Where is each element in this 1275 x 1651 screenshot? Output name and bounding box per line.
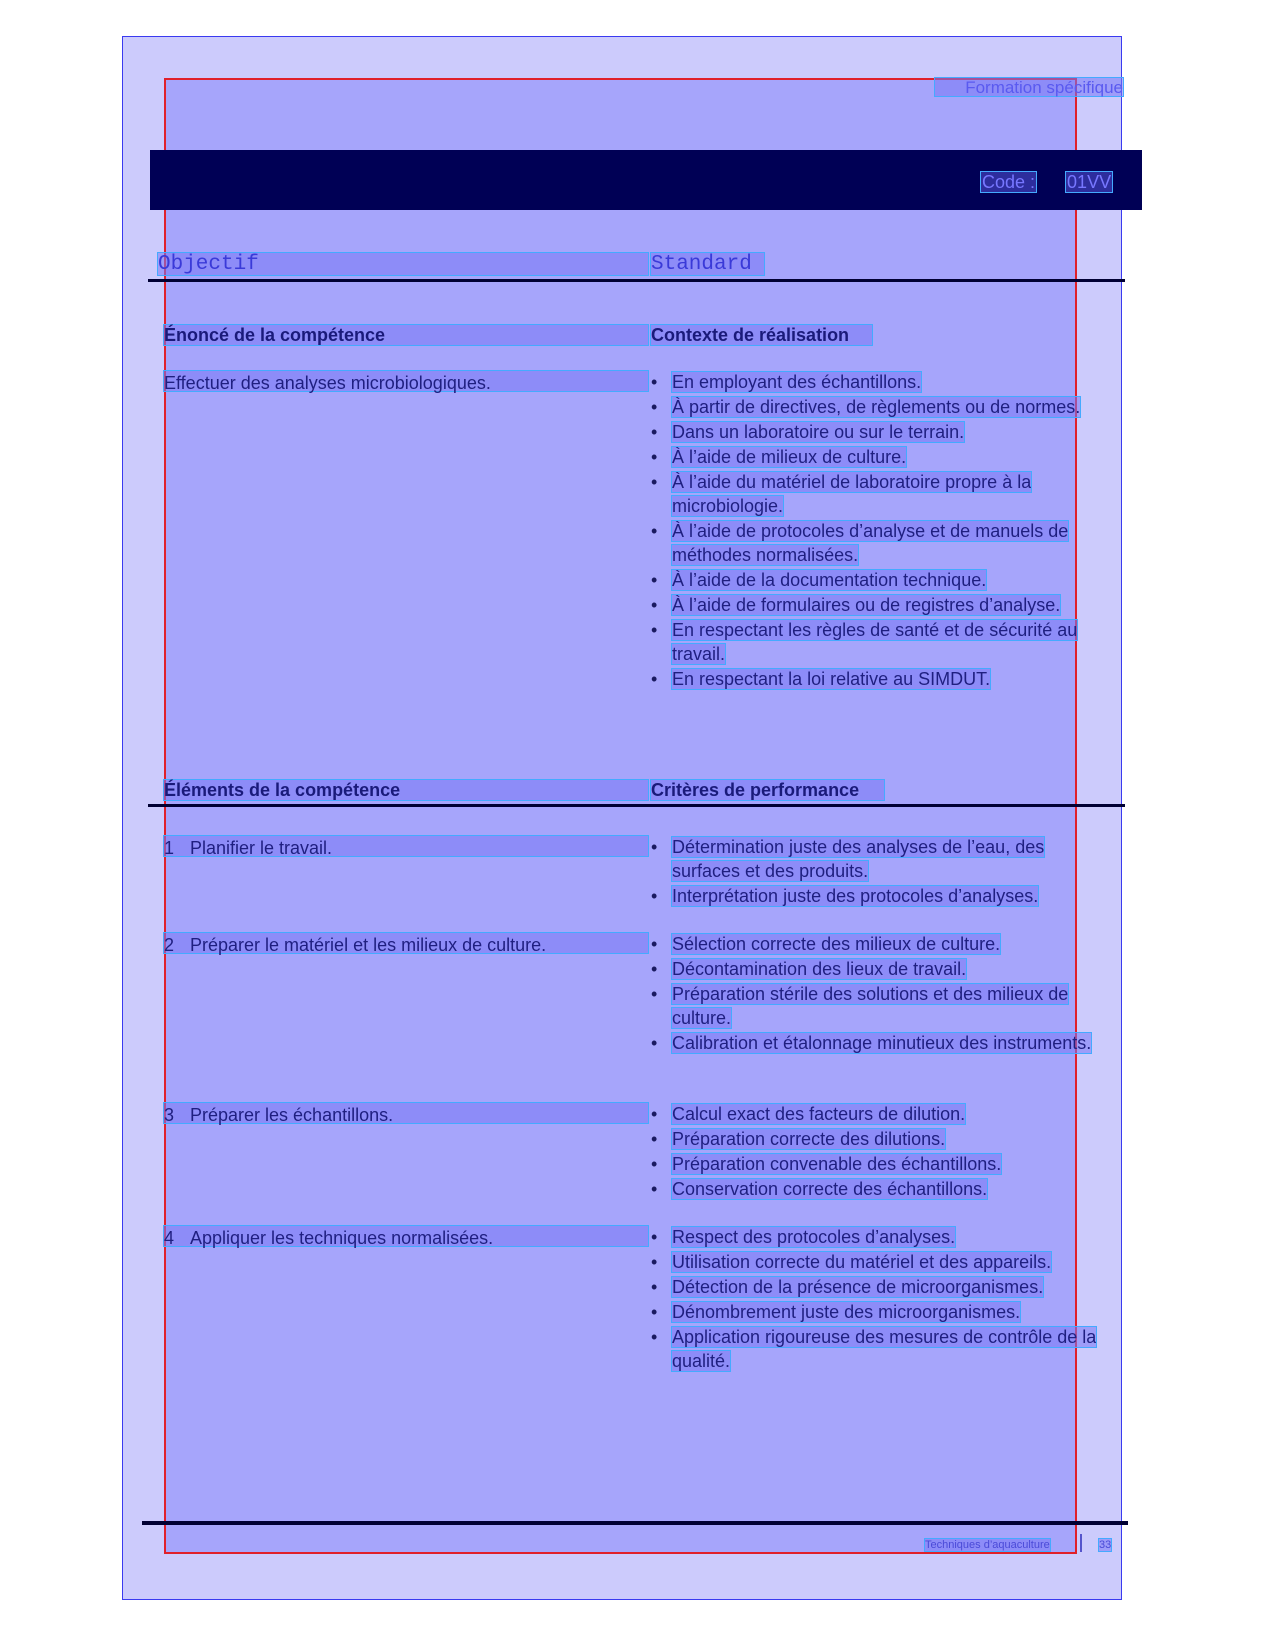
code-label: Code : (982, 172, 1036, 192)
elements-heading: Éléments de la compétence (163, 779, 649, 801)
criteria-item: • Application rigoureuse des mesures de contrôle de la qualité. (650, 1325, 1105, 1373)
criteria-item: • Préparation convenable des échantillons. (650, 1152, 1105, 1176)
criteria-item: • Conservation correcte des échantillons. (650, 1177, 1105, 1201)
context-item: • En employant des échantillons. (650, 370, 1105, 394)
elements-rule (148, 804, 1125, 807)
element-text: Préparer les échantillons. (190, 1105, 394, 1125)
context-list (650, 370, 1105, 692)
context-item: • À l’aide de formulaires ou de registres d’analyse. (650, 593, 1105, 617)
footer-rule (142, 1521, 1128, 1525)
context-item: • Dans un laboratoire ou sur le terrain. (650, 420, 1105, 444)
context-heading: Contexte de réalisation (650, 324, 873, 346)
criteria-item: • Préparation correcte des dilutions. (650, 1127, 1105, 1151)
element-item (163, 932, 649, 954)
criteria-item: • Calibration et étalonnage minutieux des instruments. (650, 1031, 1105, 1055)
criteria-item: • Interprétation juste des protocoles d’analyses. (650, 884, 1105, 908)
element-item (163, 835, 649, 857)
code-block (980, 172, 1113, 193)
criteria-item: • Calcul exact des facteurs de dilution. (650, 1102, 1105, 1126)
footer-program: Techniques d’aquaculture (925, 1539, 1050, 1551)
objective-rule (148, 279, 1125, 282)
column-label-left: Objectif (157, 252, 649, 276)
element-number: 3 (164, 1105, 175, 1125)
criteria-item: • Détermination juste des analyses de l’eau, des surfaces et des produits. (650, 835, 1105, 883)
criteria-list (650, 1102, 1105, 1202)
context-item: • À partir de directives, de règlements ou de normes. (650, 395, 1105, 419)
criteria-item: • Décontamination des lieux de travail. (650, 957, 1105, 981)
element-number: 4 (164, 1228, 175, 1248)
criteria-list (650, 835, 1105, 909)
context-item: • À l’aide de la documentation technique. (650, 568, 1105, 592)
competence-statement: Effectuer des analyses microbiologiques. (163, 370, 649, 392)
header-title: Formation spécifique (934, 77, 1124, 97)
element-text: Préparer le matériel et les milieux de culture. (190, 935, 547, 955)
page-number: 33 (1099, 1539, 1112, 1551)
criteria-item: • Détection de la présence de microorganismes. (650, 1275, 1105, 1299)
element-number: 1 (164, 838, 175, 858)
criteria-item: • Dénombrement juste des microorganismes. (650, 1300, 1105, 1324)
criteria-item: • Préparation stérile des solutions et des milieux de culture. (650, 982, 1105, 1030)
context-item: • À l’aide de milieux de culture. (650, 445, 1105, 469)
context-item: • À l’aide du matériel de laboratoire propre à la microbiologie. (650, 470, 1105, 518)
criteria-item: • Respect des protocoles d’analyses. (650, 1225, 1105, 1249)
context-item: • En respectant la loi relative au SIMDUT. (650, 667, 1105, 691)
criteria-heading: Critères de performance (650, 779, 885, 801)
code-value: 01VV (1067, 172, 1112, 192)
footer-separator (1080, 1534, 1082, 1552)
element-text: Planifier le travail. (190, 838, 333, 858)
element-item (163, 1225, 649, 1247)
criteria-item: • Utilisation correcte du matériel et des appareils. (650, 1250, 1105, 1274)
criteria-item: • Sélection correcte des milieux de culture. (650, 932, 1105, 956)
context-item: • En respectant les règles de santé et de sécurité au travail. (650, 618, 1105, 666)
criteria-list (650, 1225, 1105, 1374)
element-number: 2 (164, 935, 175, 955)
column-label-right: Standard (650, 252, 765, 276)
criteria-list (650, 932, 1105, 1056)
element-text: Appliquer les techniques normalisées. (190, 1228, 494, 1248)
competence-heading: Énoncé de la compétence (163, 324, 649, 346)
element-item (163, 1102, 649, 1124)
context-item: • À l’aide de protocoles d’analyse et de manuels de méthodes normalisées. (650, 519, 1105, 567)
